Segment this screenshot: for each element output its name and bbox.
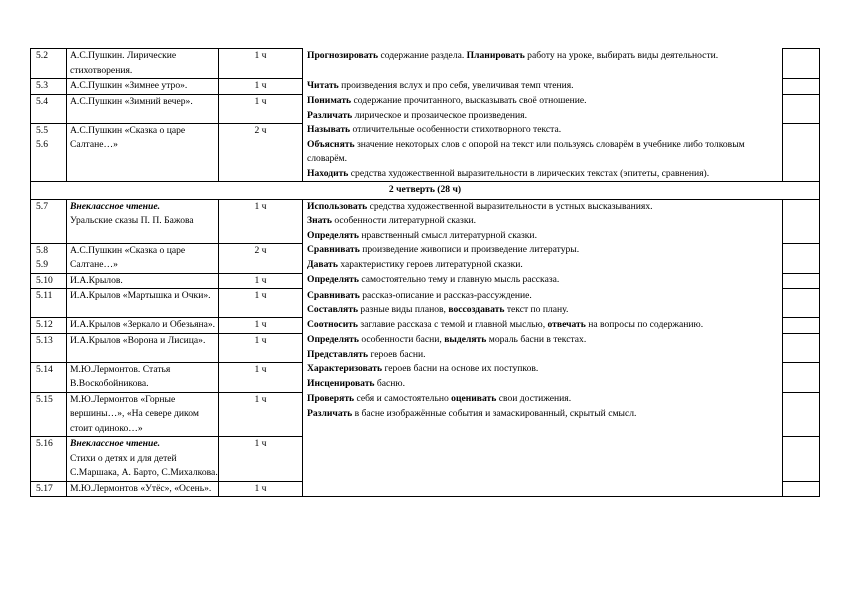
notes-cell <box>783 289 820 318</box>
activity-verb: Определять <box>307 334 359 345</box>
lesson-number <box>31 362 67 392</box>
notes-cell <box>783 123 820 182</box>
activity-verb: Составлять <box>307 304 359 315</box>
activity-verb: выделять <box>444 334 487 345</box>
lesson-title <box>67 437 219 482</box>
student-activities <box>303 243 783 273</box>
activity-verb: Планировать <box>466 49 525 61</box>
lesson-hours: 1 ч <box>219 362 303 392</box>
table-row <box>31 79 820 95</box>
lesson-hours: 2 ч <box>219 243 303 273</box>
lesson-title-text: М.Ю.Лермонтов. Статья В.Воскобойникова. <box>70 363 171 389</box>
activity-text: заглавие рассказа с темой и главной мыслью, <box>358 318 548 330</box>
activity-verb: оценивать <box>451 393 497 404</box>
student-activities <box>303 199 783 243</box>
activity-item <box>307 407 782 422</box>
lesson-number-text: 5.15 <box>36 393 53 405</box>
activity-text: текст по плану. <box>504 304 569 315</box>
activity-item <box>307 200 782 215</box>
activity-item <box>307 49 782 64</box>
activity-text: лирическое и прозаическое произведения. <box>352 109 527 121</box>
lesson-title-text: М.Ю.Лермонтов «Утёс», «Осень». <box>70 482 212 494</box>
lesson-number-text: 5.13 <box>36 334 53 346</box>
activity-item <box>307 273 782 288</box>
lesson-number <box>31 49 67 79</box>
lesson-title <box>67 79 219 95</box>
lesson-number-text: 5.7 <box>36 200 48 212</box>
lesson-title-text: М.Ю.Лермонтов «Горные вершины…», «На севере диком стоит одиноко…» <box>70 393 199 434</box>
activity-text: себя и самостоятельно <box>354 393 452 404</box>
table-row <box>31 49 820 79</box>
lesson-title <box>67 123 219 182</box>
activity-text: особенности басни, <box>358 334 445 345</box>
notes-cell <box>783 437 820 482</box>
notes-cell <box>783 362 820 392</box>
lesson-title <box>67 481 219 497</box>
lesson-number <box>31 273 67 289</box>
student-activities <box>303 392 783 437</box>
student-activities <box>303 333 783 362</box>
activity-text: самостоятельно тему и главную мысль рассказа. <box>358 274 560 285</box>
activity-item <box>307 318 782 333</box>
student-activities <box>303 362 783 392</box>
table-row <box>31 437 820 482</box>
lesson-hours: 1 ч <box>219 199 303 243</box>
lesson-title-text: А.С.Пушкин «Зимнее утро». <box>70 80 188 91</box>
student-activities <box>303 289 783 318</box>
activity-verb: Различать <box>307 407 353 419</box>
activity-item <box>307 377 782 392</box>
lesson-hours: 1 ч <box>219 79 303 95</box>
notes-cell <box>783 333 820 362</box>
lesson-title-text: Стихи о детях и для детей С.Маршака, А. Барто, С.Михалкова. <box>70 452 218 478</box>
student-activities <box>303 481 783 497</box>
notes-cell <box>783 243 820 273</box>
activity-item <box>307 229 782 244</box>
lesson-title-text: И.А.Крылов «Ворона и Лисица». <box>70 334 206 346</box>
activity-item <box>307 333 782 348</box>
student-activities <box>303 94 783 123</box>
lesson-title <box>67 333 219 362</box>
activity-verb: Инсценировать <box>307 377 375 389</box>
activity-verb: Понимать <box>307 95 352 106</box>
activity-verb: Представлять <box>307 348 369 360</box>
notes-cell <box>783 273 820 289</box>
activity-text: нравственный смысл литературной сказки. <box>358 229 537 241</box>
lesson-number-text: 5.6 <box>36 139 48 150</box>
activity-text: средства художественной выразительности в устных высказываниях. <box>367 200 653 212</box>
activity-item <box>307 258 782 273</box>
lesson-title-text: А.С.Пушкин «Зимний вечер». <box>70 95 193 107</box>
activity-verb: Соотносить <box>307 318 359 330</box>
student-activities <box>303 318 783 334</box>
activity-item <box>307 303 782 318</box>
activity-text: героев басни на основе их поступков. <box>382 363 539 374</box>
activity-text: значение некоторых слов с опорой на текст или пользуясь словарём в учебнике либо толковым словарём. <box>307 138 745 164</box>
student-activities <box>303 123 783 182</box>
activity-text: рассказ-описание и рассказ-рассуждение. <box>359 289 532 301</box>
activity-text: работу на уроке, выбирать виды деятельности. <box>524 49 719 61</box>
table-row <box>31 273 820 289</box>
lesson-title <box>67 273 219 289</box>
table-row <box>31 243 820 273</box>
activity-verb: Знать <box>307 215 332 226</box>
activity-item <box>307 214 782 229</box>
activity-verb: Находить <box>307 167 349 179</box>
lesson-title-text: А.С.Пушкин «Сказка о царе Салтане…» <box>70 244 186 270</box>
activity-verb: Прогнозировать <box>307 49 379 61</box>
table-row <box>31 333 820 362</box>
lesson-hours: 1 ч <box>219 392 303 437</box>
lesson-hours: 1 ч <box>219 49 303 79</box>
notes-cell <box>783 94 820 123</box>
activity-text: отличительные особенности стихотворного текста. <box>350 124 562 135</box>
activity-item <box>307 167 782 182</box>
notes-cell <box>783 392 820 437</box>
thematic-plan-table <box>30 48 820 497</box>
activity-item <box>307 289 782 304</box>
lesson-number <box>31 333 67 362</box>
lesson-title-text: А.С.Пушкин «Сказка о царе Салтане…» <box>70 124 186 150</box>
activity-verb: Определять <box>307 274 359 285</box>
lesson-title <box>67 199 219 243</box>
activity-item <box>307 392 782 407</box>
activity-verb: Проверять <box>307 393 355 404</box>
table-row <box>31 123 820 182</box>
lesson-number-text: 5.8 <box>36 244 48 256</box>
activity-verb: Использовать <box>307 200 368 212</box>
activity-text: средства художественной выразительности в лирических текстах (эпитеты, сравнения). <box>348 167 710 179</box>
lesson-title-text: И.А.Крылов «Зеркало и Обезьяна». <box>70 319 216 330</box>
activity-text: свои достижения. <box>496 393 572 404</box>
table-row <box>31 481 820 497</box>
lesson-number-text: 5.9 <box>36 259 48 270</box>
activity-text: мораль басни в текстах. <box>486 334 587 345</box>
student-activities <box>303 273 783 289</box>
lesson-hours: 1 ч <box>219 94 303 123</box>
lesson-title <box>67 243 219 273</box>
lesson-hours: 1 ч <box>219 333 303 362</box>
notes-cell <box>783 199 820 243</box>
lesson-number-text: 5.2 <box>36 50 48 61</box>
lesson-number <box>31 243 67 273</box>
activity-item <box>307 362 782 377</box>
lesson-number <box>31 289 67 318</box>
activity-verb: отвечать <box>547 318 586 330</box>
activity-text: в басне изображённые события и замаскированный, скрытый смысл. <box>352 407 637 419</box>
lesson-title-text: И.А.Крылов. <box>70 274 123 286</box>
table-row <box>31 392 820 437</box>
lesson-title <box>67 94 219 123</box>
student-activities <box>303 437 783 482</box>
lesson-hours: 1 ч <box>219 481 303 497</box>
activity-text: содержание раздела. <box>378 49 467 61</box>
quarter-header: 2 четверть (28 ч) <box>31 182 820 200</box>
student-activities <box>303 79 783 95</box>
activity-text: произведения вслух и про себя, увеличивая темп чтения. <box>338 79 574 91</box>
activity-text: характеристику героев литературной сказки. <box>337 258 523 270</box>
activity-verb: Сравнивать <box>307 244 360 255</box>
lesson-hours: 1 ч <box>219 273 303 289</box>
lesson-number <box>31 437 67 482</box>
lesson-hours: 1 ч <box>219 318 303 334</box>
lesson-plan-table <box>30 48 819 497</box>
lesson-title-text: Уральские сказы П. П. Бажова <box>70 215 194 226</box>
lesson-title <box>67 362 219 392</box>
notes-cell <box>783 481 820 497</box>
table-row <box>31 199 820 243</box>
activity-item <box>307 109 782 124</box>
table-row <box>31 94 820 123</box>
table-row <box>31 289 820 318</box>
activity-text: на вопросы по содержанию. <box>585 318 704 330</box>
lesson-number-text: 5.14 <box>36 363 53 375</box>
activity-verb: Различать <box>307 109 353 121</box>
activity-item <box>307 138 782 167</box>
activity-verb: Объяснять <box>307 138 355 150</box>
lesson-hours: 1 ч <box>219 437 303 482</box>
lesson-title <box>67 289 219 318</box>
activity-verb: воссоздавать <box>448 304 505 315</box>
lesson-number-text: 5.4 <box>36 95 48 107</box>
activity-item <box>307 94 782 109</box>
notes-cell <box>783 79 820 95</box>
lesson-hours: 2 ч <box>219 123 303 182</box>
activity-item <box>307 243 782 258</box>
lesson-number <box>31 199 67 243</box>
lesson-title-text: А.С.Пушкин. Лирические стихотворения. <box>70 50 177 76</box>
activity-text: содержание прочитанного, высказывать своё отношение. <box>351 95 587 106</box>
activity-verb: Давать <box>307 258 338 270</box>
extracurricular-label: Внеклассное чтение. <box>70 438 161 449</box>
activity-verb: Называть <box>307 124 351 135</box>
activity-text: особенности литературной сказки. <box>331 215 477 226</box>
extracurricular-label: Внеклассное чтение. <box>70 200 161 212</box>
lesson-number <box>31 318 67 334</box>
notes-cell <box>783 318 820 334</box>
activity-text: разные виды планов, <box>358 304 449 315</box>
activity-text: басню. <box>374 377 405 389</box>
lesson-number-text: 5.12 <box>36 319 53 330</box>
activity-text: героев басни. <box>368 348 426 360</box>
table-row <box>31 362 820 392</box>
activity-verb: Определять <box>307 229 359 241</box>
lesson-number <box>31 481 67 497</box>
activity-verb: Сравнивать <box>307 289 360 301</box>
lesson-number-text: 5.3 <box>36 80 48 91</box>
lesson-number <box>31 79 67 95</box>
lesson-number-text: 5.11 <box>36 290 53 301</box>
lesson-number-text: 5.10 <box>36 274 53 286</box>
quarter-header-row <box>31 182 820 200</box>
lesson-number <box>31 94 67 123</box>
lesson-number <box>31 392 67 437</box>
lesson-title <box>67 318 219 334</box>
activity-verb: Характеризовать <box>307 363 383 374</box>
activity-text: произведение живописи и произведение литературы. <box>359 244 580 255</box>
lesson-hours: 1 ч <box>219 289 303 318</box>
lesson-number-text: 5.16 <box>36 438 53 449</box>
lesson-number <box>31 123 67 182</box>
lesson-title <box>67 392 219 437</box>
lesson-title-text: И.А.Крылов «Мартышка и Очки». <box>70 290 211 301</box>
activity-item <box>307 123 782 138</box>
activity-item <box>307 348 782 363</box>
student-activities <box>303 49 783 79</box>
activity-item <box>307 79 782 94</box>
table-row <box>31 318 820 334</box>
activity-verb: Читать <box>307 79 339 91</box>
lesson-number-text: 5.5 <box>36 124 48 136</box>
notes-cell <box>783 49 820 79</box>
lesson-title <box>67 49 219 79</box>
lesson-number-text: 5.17 <box>36 482 53 494</box>
